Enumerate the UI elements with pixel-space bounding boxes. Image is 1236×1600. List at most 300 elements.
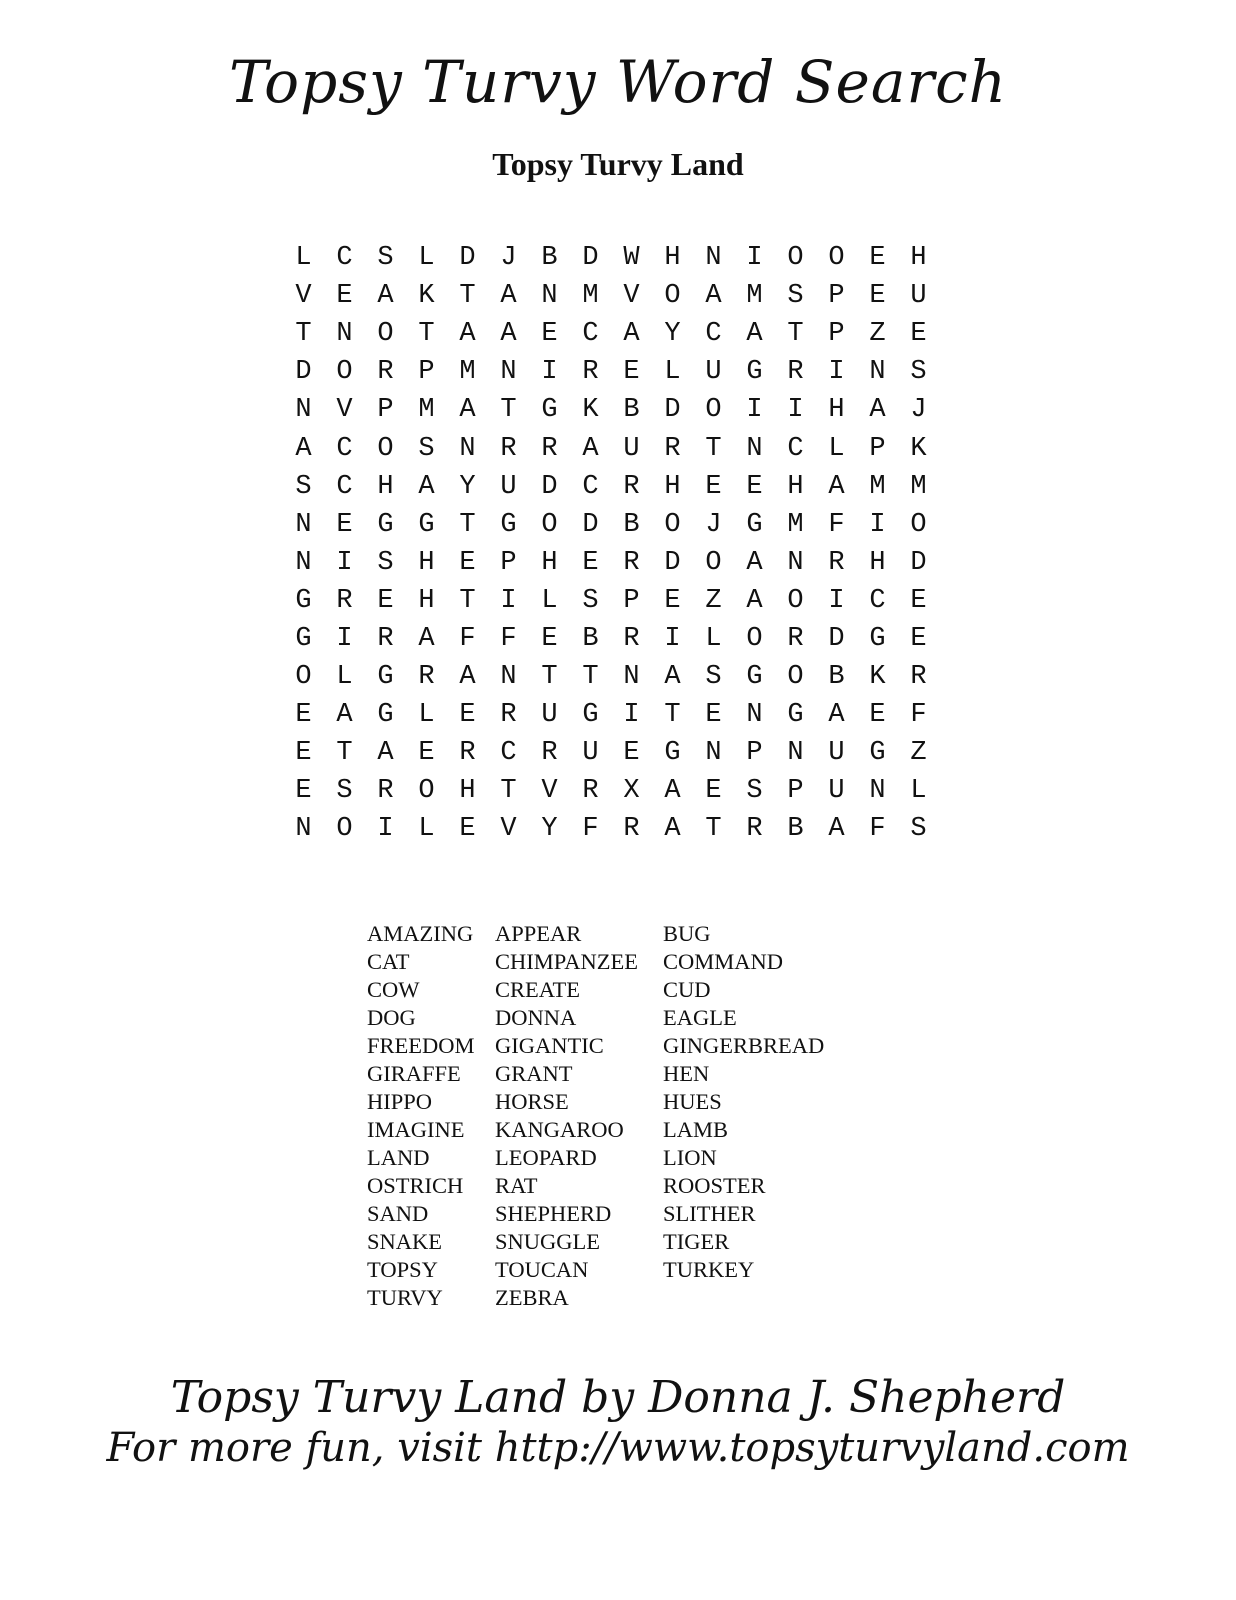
word-list-item: SNAKE [367,1229,443,1254]
grid-letter: O [295,662,312,693]
word-list-item: SAND [367,1201,429,1226]
word-list-item: EAGLE [663,1005,737,1030]
grid-letter: A [582,433,599,464]
grid-letter: Y [664,319,681,350]
grid-letter: T [787,319,804,350]
grid-row [283,734,939,772]
grid-letter: S [582,585,599,616]
grid-letter: D [664,547,681,578]
grid-letter: R [623,471,640,502]
grid-letter: I [828,357,845,388]
grid-letter: J [500,243,517,274]
grid-letter: E [336,281,353,312]
grid-letter: E [541,319,558,350]
grid-letter: E [910,319,927,350]
grid-letter: H [459,776,476,807]
grid-letter: O [664,509,681,540]
grid-letter: G [295,585,312,616]
grid-letter: S [377,243,394,274]
grid-row [283,506,939,544]
word-list-item: LAND [367,1145,430,1170]
grid-row [283,772,939,810]
word-list-item: CUD [663,977,711,1002]
grid-letter: E [582,547,599,578]
word-list-item: ROOSTER [663,1173,766,1198]
grid-letter: A [459,662,476,693]
grid-letter: I [664,623,681,654]
grid-letter: O [787,585,804,616]
word-list-item: LEOPARD [495,1145,597,1170]
grid-letter: C [500,738,517,769]
grid-letter: Z [869,319,886,350]
grid-letter: O [336,814,353,845]
grid-letter: N [705,243,722,274]
word-list-item: TIGER [663,1229,730,1254]
grid-letter: S [746,776,763,807]
word-list-item: SNUGGLE [495,1229,600,1254]
grid-letter: H [541,547,558,578]
word-list-item: CHIMPANZEE [495,949,638,974]
grid-letter: F [869,814,886,845]
grid-letter: H [664,243,681,274]
grid-letter: R [582,357,599,388]
grid-letter: K [582,395,599,426]
grid-letter: P [418,357,435,388]
grid-letter: M [869,471,886,502]
word-list-item: COMMAND [663,949,784,974]
word-list-item: TURKEY [663,1257,755,1282]
grid-letter: G [582,700,599,731]
grid-letter: T [582,662,599,693]
grid-letter: A [705,281,722,312]
grid-letter: E [869,700,886,731]
grid-letter: A [664,662,681,693]
grid-letter: F [459,623,476,654]
grid-letter: N [623,662,640,693]
grid-letter: C [787,433,804,464]
grid-row [283,544,939,582]
grid-letter: N [336,319,353,350]
grid-letter: A [828,471,845,502]
grid-letter: R [336,585,353,616]
grid-letter: T [295,319,312,350]
grid-letter: P [869,433,886,464]
page-title: Topsy Turvy Word Search [228,48,1008,116]
grid-letter: A [418,623,435,654]
grid-letter: D [459,243,476,274]
grid-letter: U [828,776,845,807]
grid-letter: P [828,319,845,350]
grid-letter: E [377,585,394,616]
grid-letter: O [910,509,927,540]
footer-credit: Topsy Turvy Land by Donna J. Shepherd [170,1372,1066,1423]
grid-letter: L [910,776,927,807]
grid-letter: M [582,281,599,312]
grid-letter: E [418,738,435,769]
grid-letter: F [910,700,927,731]
grid-letter: O [787,662,804,693]
grid-letter: S [295,471,312,502]
grid-letter: C [336,243,353,274]
grid-letter: T [705,814,722,845]
grid-letter: G [295,623,312,654]
grid-letter: G [869,623,886,654]
grid-letter: N [500,357,517,388]
grid-letter: E [869,243,886,274]
grid-letter: N [295,509,312,540]
grid-letter: N [746,433,763,464]
grid-letter: O [746,623,763,654]
grid-letter: E [459,700,476,731]
word-list-item: SLITHER [663,1201,756,1226]
word-list-item: LAMB [663,1117,729,1142]
grid-letter: R [746,814,763,845]
grid-letter: D [541,471,558,502]
grid-letter: R [582,776,599,807]
word-list-item: DONNA [495,1005,577,1030]
grid-row [283,620,939,658]
grid-letter: K [418,281,435,312]
grid-letter: O [377,433,394,464]
grid-letter: M [418,395,435,426]
grid-letter: Z [910,738,927,769]
grid-letter: Y [541,814,558,845]
grid-row [283,429,939,467]
grid-letter: T [336,738,353,769]
grid-letter: R [623,547,640,578]
grid-letter: R [377,357,394,388]
grid-letter: U [582,738,599,769]
grid-letter: R [623,623,640,654]
word-list-item: HEN [663,1061,710,1086]
grid-letter: A [828,700,845,731]
grid-letter: A [746,319,763,350]
grid-letter: N [869,776,886,807]
grid-letter: L [828,433,845,464]
grid-row [283,582,939,620]
grid-letter: J [705,509,722,540]
grid-row [283,353,939,391]
grid-letter: P [377,395,394,426]
grid-letter: P [623,585,640,616]
grid-letter: V [623,281,640,312]
grid-letter: V [541,776,558,807]
grid-letter: R [500,700,517,731]
grid-letter: A [828,814,845,845]
word-list-item: LION [663,1145,717,1170]
grid-letter: Y [459,471,476,502]
grid-letter: G [787,700,804,731]
grid-letter: O [418,776,435,807]
grid-row [283,239,939,277]
grid-letter: G [541,395,558,426]
grid-row [283,468,939,506]
grid-row [283,315,939,353]
grid-letter: A [377,738,394,769]
word-list-item: CAT [367,949,410,974]
grid-letter: H [377,471,394,502]
grid-letter: V [500,814,517,845]
grid-letter: A [500,281,517,312]
grid-letter: C [336,471,353,502]
grid-letter: R [787,623,804,654]
grid-letter: N [787,547,804,578]
page-subtitle: Topsy Turvy Land [492,146,744,182]
grid-row [283,391,939,429]
grid-letter: I [746,243,763,274]
grid-letter: A [377,281,394,312]
word-list-item: BUG [663,921,711,946]
grid-letter: A [623,319,640,350]
grid-letter: M [910,471,927,502]
footer-website: For more fun, visit http://www.topsyturvyland.com [106,1425,1130,1471]
grid-letter: I [336,547,353,578]
grid-letter: C [582,471,599,502]
word-list-item: GRANT [495,1061,573,1086]
grid-letter: H [418,585,435,616]
grid-letter: E [910,623,927,654]
grid-letter: U [500,471,517,502]
grid-letter: A [500,319,517,350]
word-list-item: RAT [495,1173,538,1198]
grid-letter: I [500,585,517,616]
word-list-item: TOPSY [367,1257,438,1282]
word-list-item: TURVY [367,1285,443,1310]
grid-letter: C [336,433,353,464]
grid-letter: F [582,814,599,845]
grid-letter: A [418,471,435,502]
grid-letter: R [787,357,804,388]
grid-letter: R [664,433,681,464]
grid-letter: L [541,585,558,616]
grid-letter: U [828,738,845,769]
grid-letter: G [418,509,435,540]
grid-letter: O [377,319,394,350]
grid-letter: E [705,776,722,807]
grid-letter: T [500,776,517,807]
grid-letter: M [459,357,476,388]
grid-letter: A [336,700,353,731]
grid-letter: O [541,509,558,540]
grid-letter: D [910,547,927,578]
word-list-item: AMAZING [367,921,474,946]
grid-letter: T [705,433,722,464]
grid-row [283,810,939,848]
word-list-item: HORSE [495,1089,569,1114]
grid-letter: H [418,547,435,578]
grid-letter: R [418,662,435,693]
grid-letter: R [459,738,476,769]
grid-letter: N [295,547,312,578]
word-list-item: IMAGINE [367,1117,465,1142]
grid-letter: O [705,395,722,426]
grid-letter: E [623,738,640,769]
word-list [367,920,863,1312]
grid-letter: S [336,776,353,807]
grid-letter: G [377,662,394,693]
grid-letter: K [869,662,886,693]
grid-letter: N [541,281,558,312]
grid-letter: I [828,585,845,616]
grid-letter: R [541,738,558,769]
grid-letter: I [746,395,763,426]
grid-letter: D [582,243,599,274]
grid-letter: S [705,662,722,693]
grid-letter: E [910,585,927,616]
grid-letter: B [623,509,640,540]
grid-letter: G [500,509,517,540]
grid-letter: D [664,395,681,426]
grid-letter: T [459,281,476,312]
grid-letter: N [705,738,722,769]
grid-letter: B [787,814,804,845]
grid-letter: E [336,509,353,540]
grid-letter: S [910,357,927,388]
grid-letter: H [910,243,927,274]
grid-letter: U [541,700,558,731]
letter-grid [283,239,939,849]
grid-letter: R [500,433,517,464]
grid-letter: R [377,776,394,807]
grid-letter: C [582,319,599,350]
grid-letter: T [459,509,476,540]
word-list-item: GINGERBREAD [663,1033,825,1058]
grid-letter: N [869,357,886,388]
grid-letter: M [787,509,804,540]
grid-letter: O [705,547,722,578]
grid-letter: A [869,395,886,426]
grid-letter: O [336,357,353,388]
grid-letter: T [541,662,558,693]
grid-letter: U [910,281,927,312]
grid-letter: O [828,243,845,274]
grid-letter: M [746,281,763,312]
grid-letter: B [541,243,558,274]
grid-letter: A [295,433,312,464]
grid-letter: C [869,585,886,616]
grid-letter: L [418,700,435,731]
grid-letter: L [295,243,312,274]
grid-letter: B [623,395,640,426]
word-list-item: SHEPHERD [495,1201,612,1226]
grid-letter: N [787,738,804,769]
grid-letter: I [869,509,886,540]
grid-letter: O [664,281,681,312]
grid-letter: L [336,662,353,693]
grid-letter: T [418,319,435,350]
grid-row [283,696,939,734]
grid-letter: I [541,357,558,388]
grid-letter: V [336,395,353,426]
grid-letter: G [664,738,681,769]
grid-letter: E [295,776,312,807]
grid-letter: G [377,700,394,731]
grid-letter: A [664,814,681,845]
grid-letter: E [459,547,476,578]
grid-letter: E [623,357,640,388]
grid-letter: H [869,547,886,578]
grid-letter: U [705,357,722,388]
grid-row [283,277,939,315]
grid-letter: R [541,433,558,464]
grid-letter: A [746,585,763,616]
grid-letter: S [910,814,927,845]
grid-letter: S [418,433,435,464]
grid-letter: N [459,433,476,464]
word-list-item: HIPPO [367,1089,433,1114]
grid-letter: K [910,433,927,464]
grid-letter: E [746,471,763,502]
word-list-item: APPEAR [495,921,582,946]
grid-letter: U [623,433,640,464]
grid-letter: E [664,585,681,616]
grid-letter: B [582,623,599,654]
grid-letter: D [828,623,845,654]
grid-letter: P [746,738,763,769]
grid-letter: I [787,395,804,426]
grid-letter: B [828,662,845,693]
word-list-item: OSTRICH [367,1173,464,1198]
grid-letter: G [746,509,763,540]
word-list-item: HUES [663,1089,722,1114]
grid-letter: P [787,776,804,807]
grid-letter: T [459,585,476,616]
word-list-item: GIGANTIC [495,1033,604,1058]
grid-letter: N [500,662,517,693]
grid-letter: T [500,395,517,426]
grid-letter: L [418,243,435,274]
word-list-item: FREEDOM [367,1033,475,1058]
grid-letter: A [459,395,476,426]
word-list-item: ZEBRA [495,1285,569,1310]
grid-letter: R [910,662,927,693]
grid-letter: G [746,357,763,388]
grid-letter: I [377,814,394,845]
grid-letter: R [623,814,640,845]
grid-letter: L [664,357,681,388]
grid-letter: L [418,814,435,845]
grid-letter: C [705,319,722,350]
grid-letter: E [295,700,312,731]
grid-letter: J [910,395,927,426]
grid-letter: P [500,547,517,578]
word-list-item: KANGAROO [495,1117,624,1142]
grid-letter: H [787,471,804,502]
grid-letter: A [746,547,763,578]
grid-letter: A [664,776,681,807]
grid-letter: I [623,700,640,731]
grid-letter: T [664,700,681,731]
grid-letter: E [705,700,722,731]
grid-letter: E [295,738,312,769]
grid-row [283,658,939,696]
grid-letter: O [787,243,804,274]
word-list-item: GIRAFFE [367,1061,461,1086]
grid-letter: X [623,776,640,807]
grid-letter: G [377,509,394,540]
word-list-item: CREATE [495,977,581,1002]
grid-letter: H [828,395,845,426]
word-list-item: DOG [367,1005,416,1030]
grid-letter: E [705,471,722,502]
grid-letter: I [336,623,353,654]
word-list-item: COW [367,977,420,1002]
grid-letter: H [664,471,681,502]
grid-letter: R [377,623,394,654]
grid-letter: D [295,357,312,388]
grid-letter: Z [705,585,722,616]
word-list-item: TOUCAN [495,1257,589,1282]
